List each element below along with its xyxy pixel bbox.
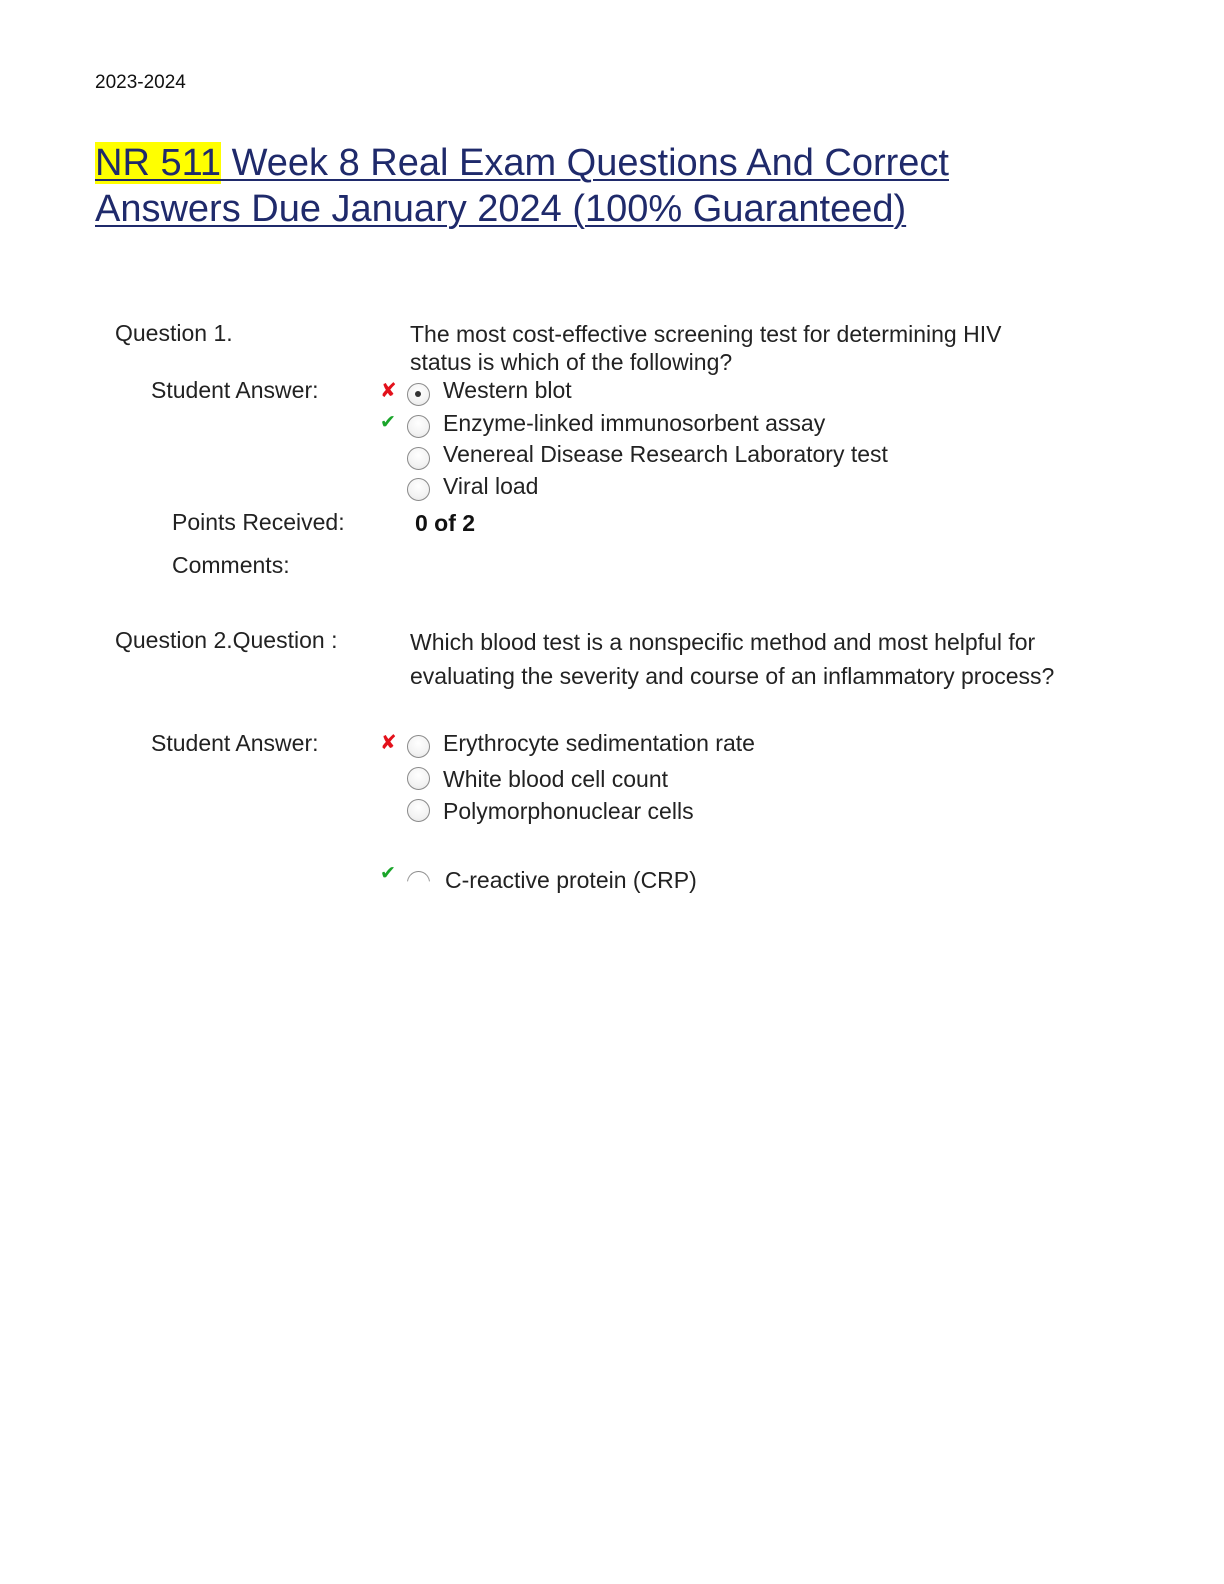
radio-q1-option-1[interactable] — [407, 383, 430, 406]
points-received-label: Points Received: — [172, 509, 345, 535]
question-1-label: Question 1. — [115, 320, 233, 346]
q1-option-3-label: Venereal Disease Research Laboratory test — [443, 441, 888, 467]
question-2-text: Which blood test is a nonspecific method and most helpful for evaluating the severity and course of an inflammatory process? — [410, 629, 1055, 689]
year-range: 2023-2024 — [95, 72, 186, 93]
title-text: Week 8 Real Exam Questions And Correct Answers Due January 2024 (100% Guaranteed) — [95, 142, 949, 230]
question-1-student-answer-label: Student Answer: — [151, 377, 319, 403]
comments-label: Comments: — [172, 552, 290, 578]
question-2-label: Question 2.Question : — [115, 627, 338, 653]
wrong-mark-icon: ✘ — [380, 380, 397, 402]
q2-option-2-label: White blood cell count — [443, 766, 669, 792]
question-1-text: The most cost-effective screening test for determining HIV status is which of the following? — [410, 321, 1002, 375]
radio-q2-option-4[interactable] — [407, 871, 430, 894]
question-2-student-answer-label: Student Answer: — [151, 730, 319, 756]
title-link[interactable] — [95, 142, 949, 230]
q2-option-3-label: Polymorphonuclear cells — [443, 798, 694, 824]
q1-option-2-label: Enzyme-linked immunosorbent assay — [443, 410, 826, 436]
radio-q1-option-4[interactable] — [407, 478, 430, 501]
q2-option-4-label: C-reactive protein (CRP) — [445, 867, 697, 893]
q1-option-1-label: Western blot — [443, 377, 572, 403]
wrong-mark-icon: ✘ — [380, 732, 397, 754]
q1-option-4-label: Viral load — [443, 473, 539, 499]
radio-q1-option-2[interactable] — [407, 415, 430, 438]
correct-mark-icon: ✔ — [380, 863, 396, 884]
page-title — [95, 140, 1095, 232]
radio-q2-option-2[interactable] — [407, 767, 430, 790]
radio-q1-option-3[interactable] — [407, 447, 430, 470]
q2-option-1-label: Erythrocyte sedimentation rate — [443, 730, 755, 756]
points-received-value: 0 of 2 — [415, 510, 476, 536]
radio-q2-option-1[interactable] — [407, 735, 430, 758]
correct-mark-icon: ✔ — [380, 412, 396, 433]
title-course-code: NR 511 — [95, 142, 222, 184]
radio-q2-option-3[interactable] — [407, 799, 430, 822]
